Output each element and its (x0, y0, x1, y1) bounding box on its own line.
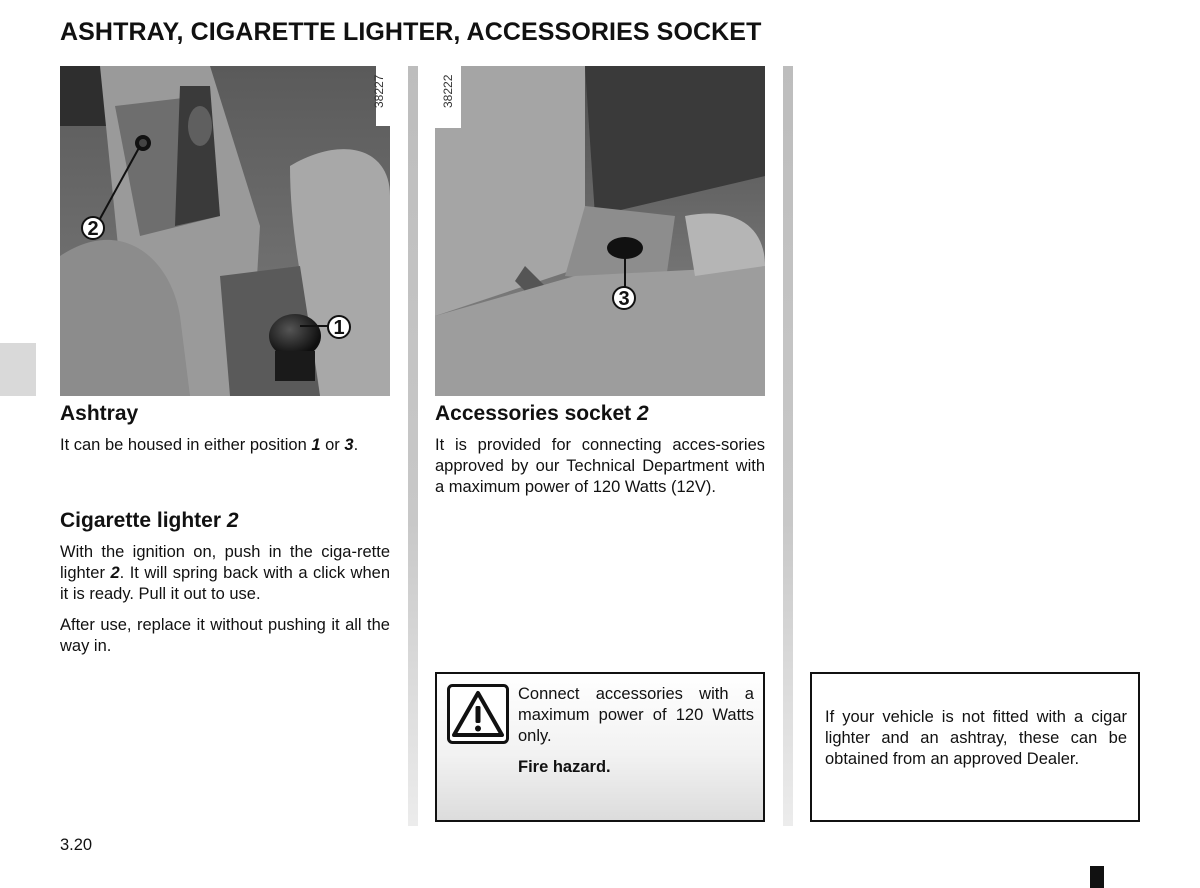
callout-label: 1 (333, 317, 345, 339)
callout-label: 2 (87, 218, 99, 240)
photo-reference: 38222 (441, 74, 455, 108)
note-box (810, 672, 1140, 822)
callout-label: 3 (618, 288, 630, 310)
page-number: 3.20 (60, 836, 93, 854)
warning-box (435, 672, 765, 822)
photo-reference: 38227 (372, 74, 386, 108)
lighter-heading: Cigarette lighter 2 (60, 509, 239, 532)
socket-paragraph: It is provided for connecting acces-sories approved by our Technical Department with a maximum power of 120 Watts (12V). (435, 436, 765, 496)
gear-console-photo (60, 66, 390, 396)
ashtray-paragraph: It can be housed in either position 1 or 3. (60, 436, 359, 454)
warning-text: Connect accessories with a maximum power of 120 Watts only. (518, 685, 754, 745)
page-title: ASHTRAY, CIGARETTE LIGHTER, ACCESSORIES SOCKET (60, 18, 762, 46)
note-text: If your vehicle is not fitted with a cigar lighter and an ashtray, these can be obtained from an approved Dealer. (825, 708, 1127, 768)
socket-heading: Accessories socket 2 (435, 402, 649, 425)
rear-floor-photo (435, 66, 765, 396)
column-divider (408, 66, 418, 826)
column-divider (783, 66, 793, 826)
fire-hazard-text: Fire hazard. (518, 758, 611, 776)
chapter-tab (0, 343, 36, 396)
page-edge-marker (1090, 866, 1104, 888)
lighter-paragraph: With the ignition on, push in the ciga-rette lighter 2. It will spring back with a click when it is ready. Pull it out to use. (60, 543, 390, 603)
warning-triangle-icon (447, 684, 509, 744)
ashtray-heading: Ashtray (60, 402, 139, 425)
lighter-after-use-paragraph: After use, replace it without pushing it all the way in. (60, 616, 390, 655)
